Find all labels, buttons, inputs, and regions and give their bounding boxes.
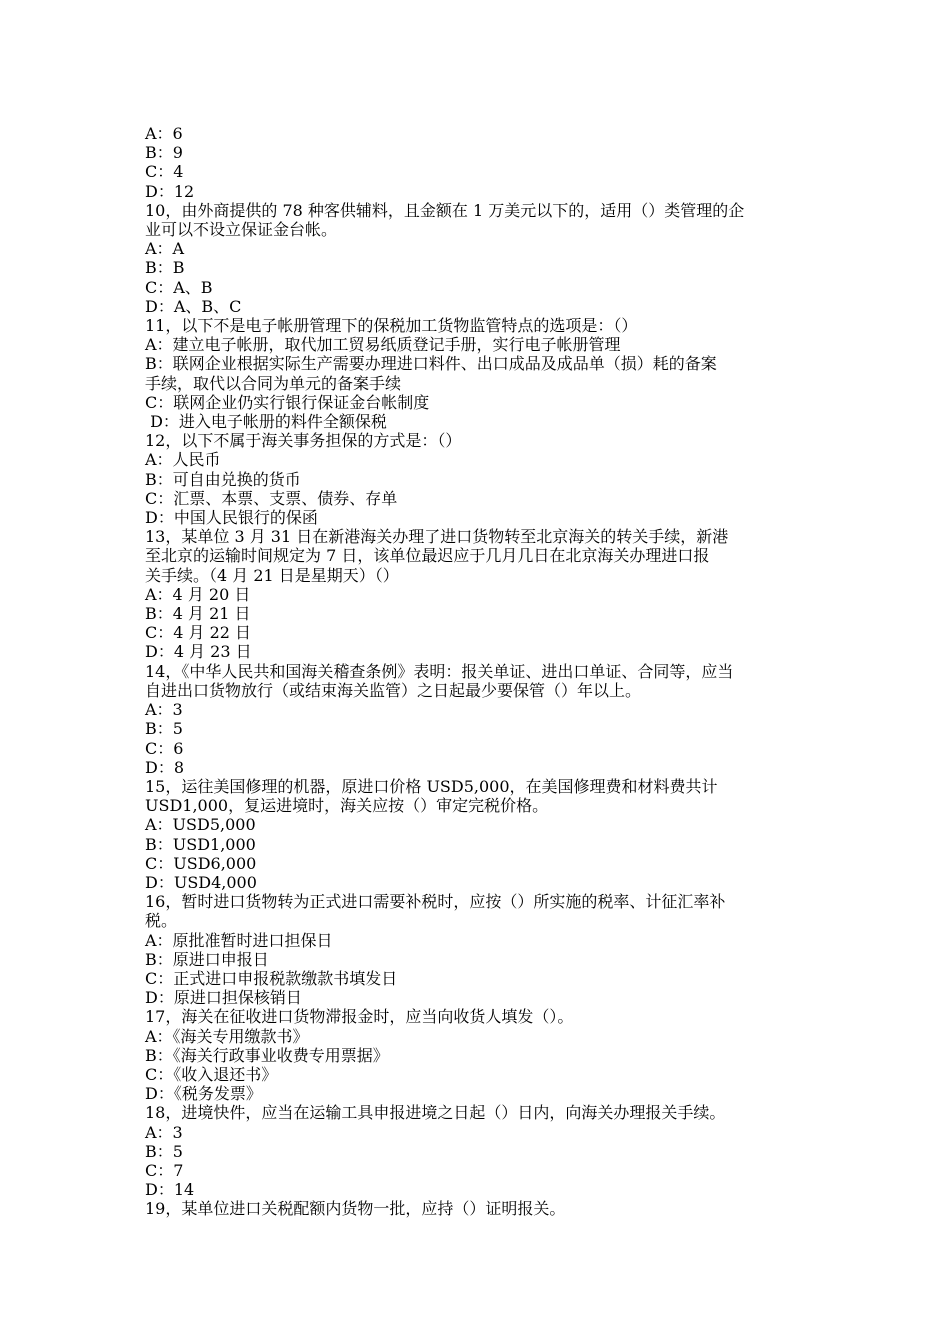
text-line: 15，运往美国修理的机器，原进口价格 USD5,000，在美国修理费和材料费共计	[145, 776, 718, 796]
text-line: 手续，取代以合同为单元的备案手续	[145, 373, 402, 393]
text-line: C：USD6,000	[145, 853, 257, 873]
text-line: A：建立电子帐册，取代加工贸易纸质登记手册，实行电子帐册管理	[145, 335, 621, 355]
text-line: B：USD1,000	[145, 834, 256, 854]
text-line: B：9	[145, 143, 183, 163]
text-line: D：USD4,000	[145, 872, 257, 892]
text-line: USD1,000，复运进境时，海关应按（）审定完税价格。	[145, 796, 549, 816]
text-line: D：14	[145, 1180, 195, 1200]
text-line: D：中国人民银行的保函	[145, 508, 318, 528]
text-line: C：6	[145, 738, 184, 758]
text-line: A：3	[145, 1122, 183, 1142]
text-line: 自进出口货物放行（或结束海关监管）之日起最少要保管（）年以上。	[145, 680, 642, 700]
text-line: A：6	[145, 124, 183, 143]
text-line: 关手续。（4 月 21 日是星期天）（）	[145, 565, 399, 585]
text-line: A：4 月 20 日	[145, 584, 251, 604]
text-line: 11，以下不是电子帐册管理下的保税加工货物监管特点的选项是：（）	[145, 316, 638, 336]
text-line: C：4	[145, 162, 184, 182]
text-line: B：4 月 21 日	[145, 604, 251, 624]
text-line: C：正式进口申报税款缴款书填发日	[145, 968, 398, 988]
text-line: 19，某单位进口关税配额内货物一批，应持（）证明报关。	[145, 1199, 566, 1219]
text-line: A：USD5,000	[145, 815, 256, 835]
text-line: C：7	[145, 1160, 184, 1180]
text-line: 12，以下不属于海关事务担保的方式是：（）	[145, 431, 462, 451]
text-line: A：人民币	[145, 450, 221, 470]
text-line: D：进入电子帐册的料件全额保税	[145, 412, 387, 432]
text-line: C：汇票、本票、支票、债券、存单	[145, 488, 398, 508]
text-line: D：4 月 23 日	[145, 642, 252, 662]
text-line: 13，某单位 3 月 31 日在新港海关办理了进口货物转至北京海关的转关手续，新港	[145, 527, 729, 547]
text-line: 17，海关在征收进口货物滞报金时，应当向收货人填发（）。	[145, 1007, 574, 1027]
text-line: B：5	[145, 1141, 183, 1161]
text-line: 业可以不设立保证金台帐。	[145, 220, 338, 240]
text-line: A：A	[145, 239, 185, 259]
text-line: B：原进口申报日	[145, 949, 269, 969]
text-line: B：《海关行政事业收费专用票据》	[145, 1045, 389, 1065]
text-line: C：A、B	[145, 277, 213, 297]
text-line: 16，暂时进口货物转为正式进口需要补税时，应按（）所实施的税率、计征汇率补	[145, 892, 726, 912]
text-line: A：原批准暂时进口担保日	[145, 930, 333, 950]
text-line: B：可自由兑换的货币	[145, 469, 301, 489]
exam-question-text	[145, 124, 810, 1219]
text-line: 10，由外商提供的 78 种客供辅料，且金额在 1 万美元以下的，适用（）类管理的企	[145, 200, 745, 220]
text-line: D：原进口担保核销日	[145, 988, 302, 1008]
text-line: 税。	[145, 911, 178, 931]
text-line: 14，《中华人民共和国海关稽查条例》表明：报关单证、进出口单证、合同等，应当	[145, 661, 734, 681]
text-line: D：8	[145, 757, 185, 777]
text-line: C：《收入退还书》	[145, 1064, 278, 1084]
text-line: 18，进境快件，应当在运输工具申报进境之日起（）日内，向海关办理报关手续。	[145, 1103, 726, 1123]
text-line: B：B	[145, 258, 185, 278]
text-line: C：联网企业仍实行银行保证金台帐制度	[145, 392, 430, 412]
text-line: D：12	[145, 181, 195, 201]
text-line: 至北京的运输时间规定为 7 日，该单位最迟应于几月几日在北京海关办理进口报	[145, 546, 710, 566]
text-line: A：《海关专用缴款书》	[145, 1026, 309, 1046]
text-line: B：联网企业根据实际生产需要办理进口料件、出口成品及成品单（损）耗的备案	[145, 354, 717, 374]
text-line: C：4 月 22 日	[145, 623, 252, 643]
text-line: D：A、B、C	[145, 296, 242, 316]
text-line: A：3	[145, 700, 183, 720]
text-line: B：5	[145, 719, 183, 739]
text-line: D：《税务发票》	[145, 1084, 262, 1104]
